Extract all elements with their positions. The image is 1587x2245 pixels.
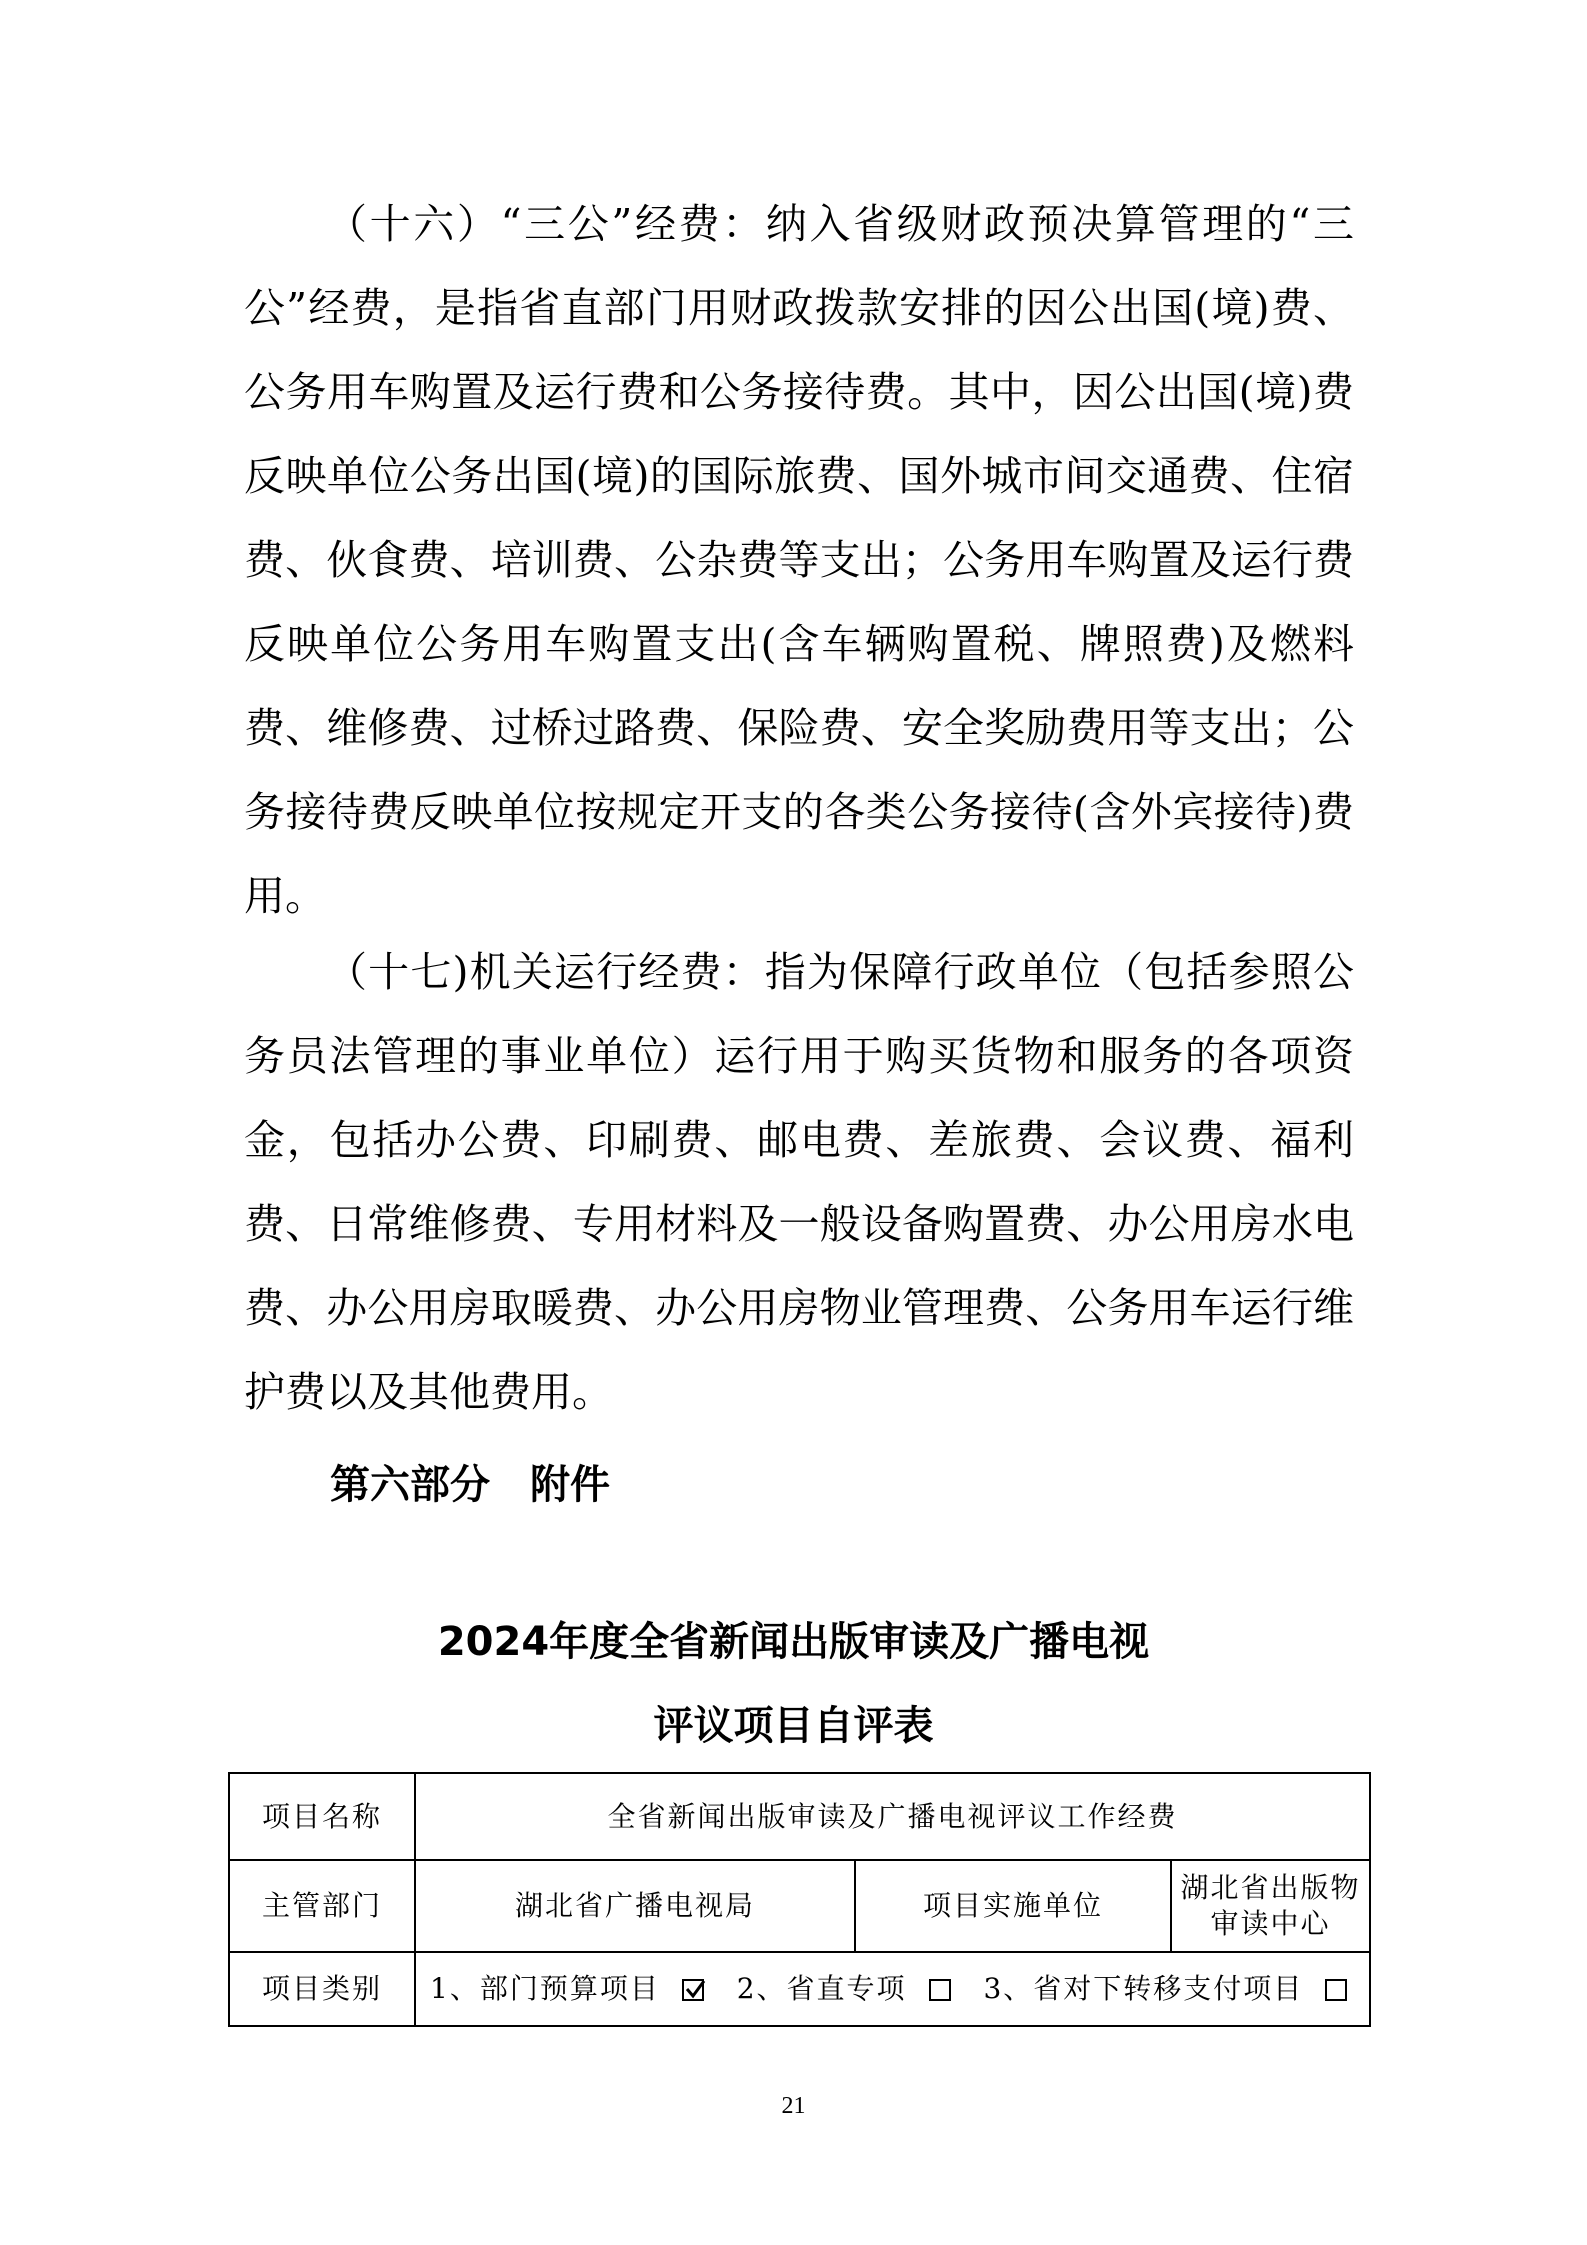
table-title-line2: 评议项目自评表 (653, 1703, 934, 1749)
impl-label: 项目实施单位 (855, 1860, 1171, 1952)
section-heading-attachments: 第六部分 附件 (330, 1462, 610, 1508)
checkbox-empty-icon[interactable] (929, 1979, 951, 2001)
type-label: 项目类别 (229, 1952, 415, 2026)
type-options (415, 1952, 1370, 2026)
self-evaluation-table (228, 1772, 1371, 2027)
option-provincial-special (737, 1971, 973, 2007)
option-transfer-payment (983, 1971, 1347, 2007)
table-title-line1: 2024年度全省新闻出版审读及广播电视 (437, 1619, 1150, 1665)
table-row (229, 1860, 1370, 1952)
impl-value: 湖北省出版物审读中心 (1171, 1860, 1370, 1952)
paragraph-sangong-expenses: （十六）“三公”经费：纳入省级财政预决算管理的“三公”经费，是指省直部门用财政拨款安排的因公出国(境)费、公务用车购置及运行费和公务接待费。其中，因公出国(境)费反映单位公务出国(境)的国际旅费、国外城市间交通费、住宿费、伙食费、培训费、公杂费等支出；公务用车购置及运行费反映单位公务用车购置支出(含车辆购置税、牌照费)及燃料费、维修费、过桥过路费、保险费、安全奖励费用等支出；公务接待费反映单位按规定开支的各类公务接待(含外宾接待)费用。 (244, 200, 1354, 920)
table-row (229, 1952, 1370, 2026)
dept-value: 湖北省广播电视局 (415, 1860, 855, 1952)
table-row (229, 1773, 1370, 1860)
option-dept-budget (430, 1971, 726, 2007)
option-label: 3、省对下转移支付项目 (983, 1972, 1304, 2005)
paragraph-operating-expenses: （十七)机关运行经费：指为保障行政单位（包括参照公务员法管理的事业单位）运行用于购买货物和服务的各项资金，包括办公费、印刷费、邮电费、差旅费、会议费、福利费、日常维修费、专用材料及一般设备购置费、办公用房水电费、办公用房取暖费、办公用房物业管理费、公务用车运行维护费以及其他费用。 (244, 948, 1354, 1416)
checkbox-empty-icon[interactable] (1325, 1979, 1347, 2001)
dept-label: 主管部门 (229, 1860, 415, 1952)
project-name-label: 项目名称 (229, 1773, 415, 1860)
project-name-value: 全省新闻出版审读及广播电视评议工作经费 (415, 1773, 1370, 1860)
checkbox-checked-icon[interactable] (682, 1979, 704, 2001)
option-label: 1、部门预算项目 (430, 1972, 660, 2005)
option-label: 2、省直专项 (736, 1972, 907, 2005)
page-number: 21 (781, 2093, 806, 2119)
